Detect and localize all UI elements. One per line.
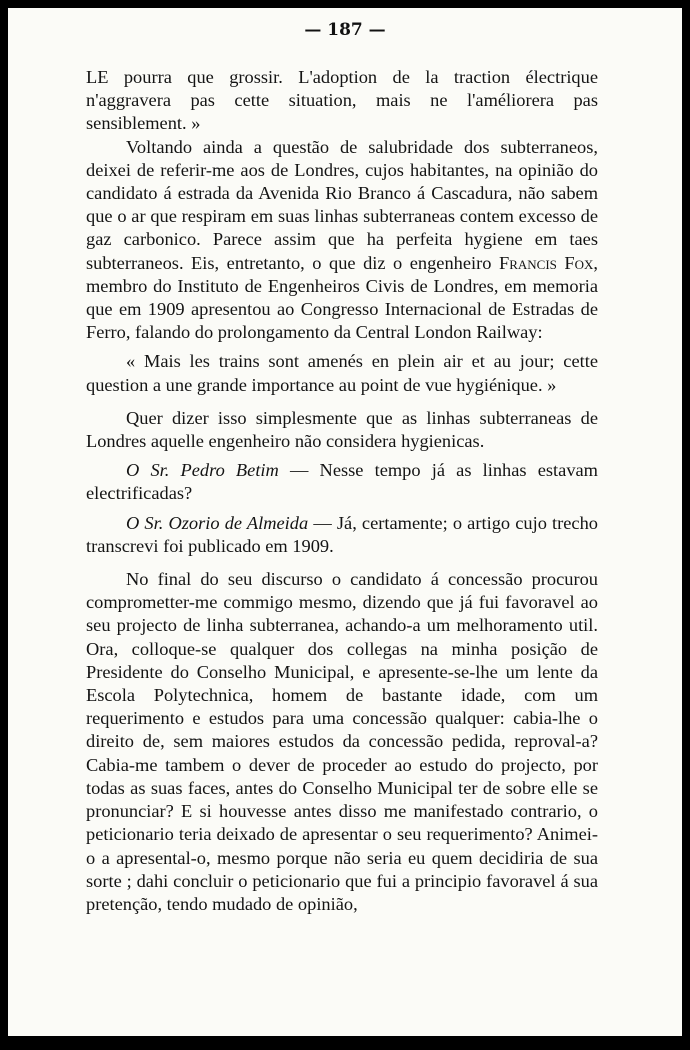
text-run: Quer dizer isso simplesmente que as linhas subterraneas de Londres aquelle engenheiro não considera hygienicas. [86, 407, 598, 452]
text-run: , membro do Instituto de Engenheiros Civis de Londres, em memoria que em 1909 apresentou ao Congresso Internacional de Estradas de Ferro, falando do prolongamento da Central London Railway: [86, 252, 598, 343]
text-run: Voltando ainda a questão de salubridade dos subterraneos, deixei de referir-me aos de Londres, cujos habitantes, na opinião do candidato á estrada da Avenida Rio Branco á Cascadura, não sabem que o ar que respiram em suas linhas subterraneas contem excesso de gaz carbonico. Parece assim que ha perfeita hygiene em taes subterraneos. Eis, entretanto, o que diz o engenheiro [86, 136, 598, 273]
text-run: « Mais les trains sont amenés en plein air et au jour; cette question a une grande importance au point de vue hygiénique. » [86, 351, 598, 395]
speaker-name: O Sr. Pedro Betim [126, 460, 279, 481]
paragraph-discurso [86, 568, 598, 916]
speaker-name: O Sr. Ozorio de Almeida [126, 512, 309, 533]
text-run: No final do seu discurso o candidato á concessão procurou comprometter-me commigo mesmo, dizendo que já fui favoravel ao seu projecto de linha subterranea, achando-a um melhoramento util. Ora, colloque-se qualquer dos collegas na minha posição de Presidente do Conselho Municipal, e apresente-se-lhe um lente da Escola Polytechnica, homem de bastante idade, com um requerimento e estudos para uma concessão qualquer: cabia-lhe o direito de, sem maiores estudos da concessão pedida, reproval-a? Cabia-me tambem o dever de proceder ao estudo do projecto, por todas as suas faces, antes do Conselho Municipal ter de sobre elle se pronunciar? E si houvesse antes disso me manifestado contrario, o peticionario teria deixado de apresentar o seu requerimento? Animei-o a apresental-o, mesmo porque não seria eu quem decidiria de sua sorte ; dahi concluir o peticionario que fui a principio favoravel á sua pretenção, tendo mudado de opinião, [86, 569, 598, 914]
paragraph-interjection-betim [86, 459, 598, 505]
paragraph-hygienicas [86, 407, 598, 453]
page-number: — 187 — [304, 20, 386, 40]
paragraph-reply-ozorio [86, 512, 598, 558]
text-run: — Nesse tempo já as linhas estavam electrificadas? [86, 460, 598, 504]
author-name-smallcaps: Francis Fox [498, 252, 594, 273]
text-run: LE pourra que grossir. L'adoption de la traction électrique n'aggravera pas cette situation, mais ne l'améliorera pas sensiblement. » [86, 67, 598, 134]
body-text [86, 66, 598, 916]
text-run: — Já, certamente; o artigo cujo trecho transcrevi foi publicado em 1909. [86, 512, 598, 556]
paragraph-french-quote [86, 350, 598, 396]
paragraph-salubridade [86, 136, 598, 345]
book-page [8, 8, 682, 1036]
paragraph-quote-continuation [86, 66, 598, 136]
